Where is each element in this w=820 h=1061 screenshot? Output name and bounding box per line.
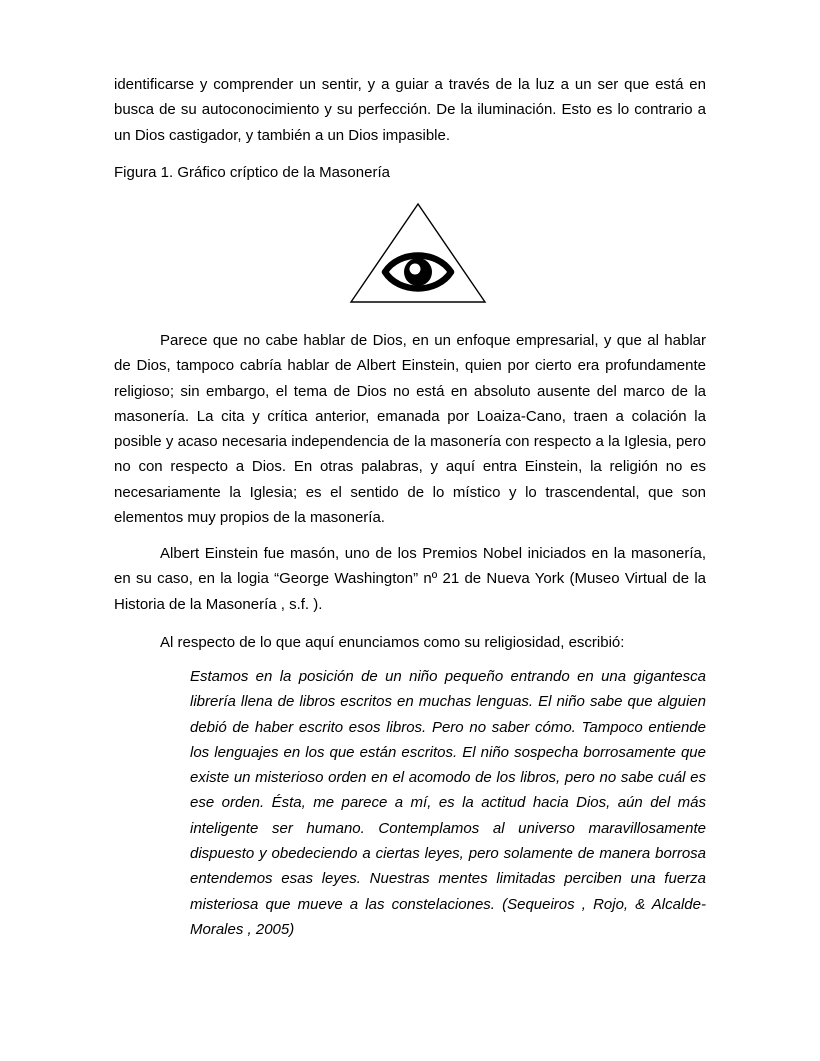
figure-caption: Figura 1. Gráfico críptico de la Masonería xyxy=(114,164,390,181)
paragraph-top: identificarse y comprender un sentir, y a guiar a través de la luz a un ser que está en busca de su autoconocimiento y su perfección. De la iluminación. Esto es lo contrario a un Dios castigador, y también a un Dios impasible. xyxy=(114,76,706,144)
block-quote: Estamos en la posición de un niño pequeño entrando en una gigantesca librería llena de libros escritos en muchas lenguas. El niño sabe que alguien debió de haber escrito esos libros. Pero no saber cómo. Tampoco entiende los lenguajes en los que están escritos. El niño sospecha borrosamente que existe un misterioso orden en el acomodo de los libros, pero no sabe cuál es ese orden. Ésta, me parece a mí, es la actitud hacia Dios, aún del más inteligente ser humano. Contemplamos al universo maravillosamente dispuesto y obedeciendo a ciertas leyes, pero solamente de manera borrosa entendemos esas leyes. Nuestras mentes limitadas perciben una fuerza misteriosa que mueve a las constelaciones. (Sequeiros , Rojo, & Alcalde-Morales , 2005) xyxy=(190,668,706,938)
paragraph-quote-intro: Al respecto de lo que aquí enunciamos como su religiosidad, escribió: xyxy=(160,634,625,651)
paragraph-einstein-mason: Albert Einstein fue masón, uno de los Premios Nobel iniciados en la masonería, en su caso, en la logia “George Washington” nº 21 de Nueva York (Museo Virtual de la Historia de la Masonería , s.f. ). xyxy=(114,545,706,613)
eye-of-providence-icon xyxy=(349,202,487,304)
paragraph-einstein-religion: Parece que no cabe hablar de Dios, en un enfoque empresarial, y que al hablar de Dios, tampoco cabría hablar de Albert Einstein, quien por cierto era profundamente religioso; sin embargo, el tema de Dios no está en absoluto ausente del marco de la masonería. La cita y crítica anterior, emanada por Loaiza-Cano, traen a colación la posible y acaso necesaria independencia de la masonería con respecto a la Iglesia, pero no con respecto a Dios. En otras palabras, y aquí entra Einstein, la religión no es necesariamente la Iglesia; es el sentido de lo místico y lo trascendental, que son elementos muy propios de la masonería. xyxy=(114,332,706,527)
